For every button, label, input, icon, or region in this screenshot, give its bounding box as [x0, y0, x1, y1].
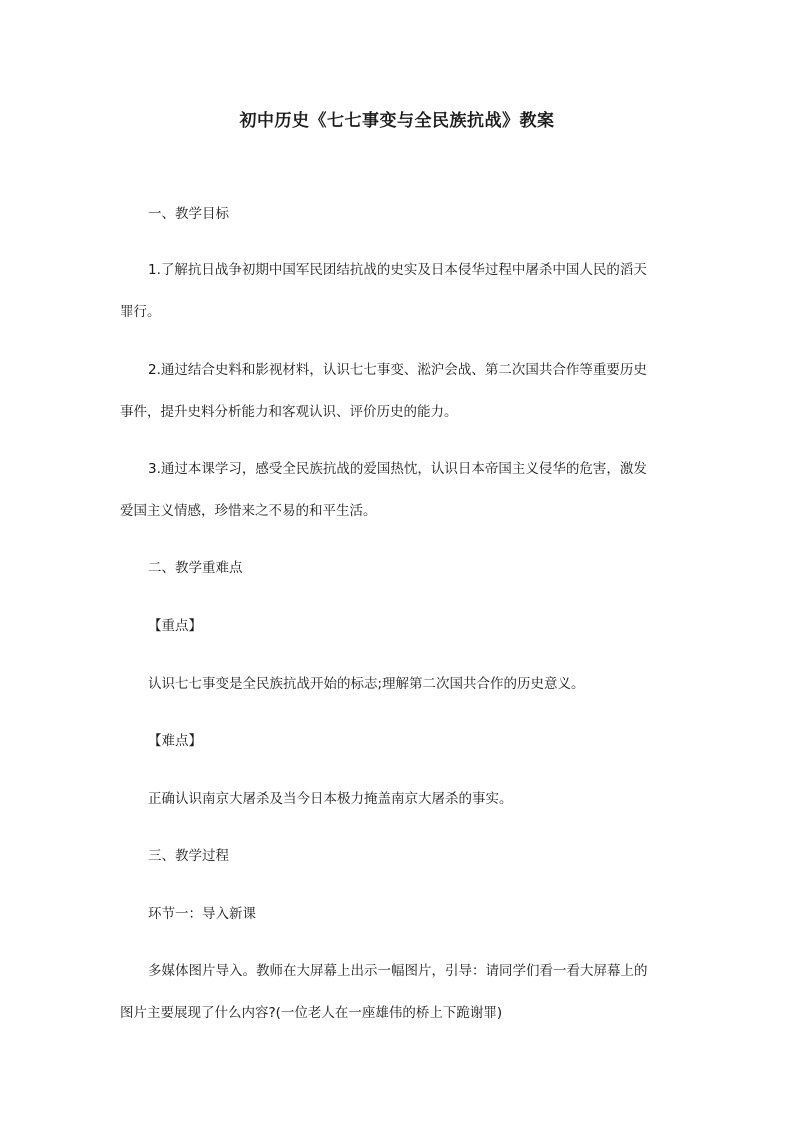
- goal-3-line-1: 3.通过本课学习，感受全民族抗战的爱国热忱，认识日本帝国主义侵华的危害，激发: [148, 461, 647, 477]
- goal-1-line-2: 罪行。: [120, 304, 161, 320]
- key-point-text: 认识七七事变是全民族抗战开始的标志;理解第二次国共合作的历史意义。: [148, 676, 585, 692]
- difficult-point-label: 【难点】: [148, 733, 202, 749]
- section-heading-process: 三、教学过程: [148, 848, 229, 864]
- step-1-heading: 环节一：导入新课: [148, 906, 256, 922]
- difficult-point-text: 正确认识南京大屠杀及当今日本极力掩盖南京大屠杀的事实。: [148, 791, 513, 807]
- key-point-label: 【重点】: [148, 618, 202, 634]
- goal-3-line-2: 爱国主义情感，珍惜来之不易的和平生活。: [120, 503, 377, 519]
- document-title: 初中历史《七七事变与全民族抗战》教案: [239, 111, 555, 131]
- goal-2-line-2: 事件，提升史料分析能力和客观认识、评价历史的能力。: [120, 404, 458, 420]
- intro-line-1: 多媒体图片导入。教师在大屏幕上出示一幅图片，引导：请同学们看一看大屏幕上的: [148, 963, 648, 979]
- section-heading-key-points: 二、教学重难点: [148, 560, 243, 576]
- section-heading-objectives: 一、教学目标: [148, 206, 229, 222]
- goal-1-line-1: 1.了解抗日战争初期中国军民团结抗战的史实及日本侵华过程中屠杀中国人民的滔天: [148, 262, 647, 278]
- goal-2-line-1: 2.通过结合史料和影视材料，认识七七事变、淞沪会战、第二次国共合作等重要历史: [148, 362, 647, 378]
- intro-line-2: 图片主要展现了什么内容?(一位老人在一座雄伟的桥上下跪谢罪): [120, 1005, 503, 1021]
